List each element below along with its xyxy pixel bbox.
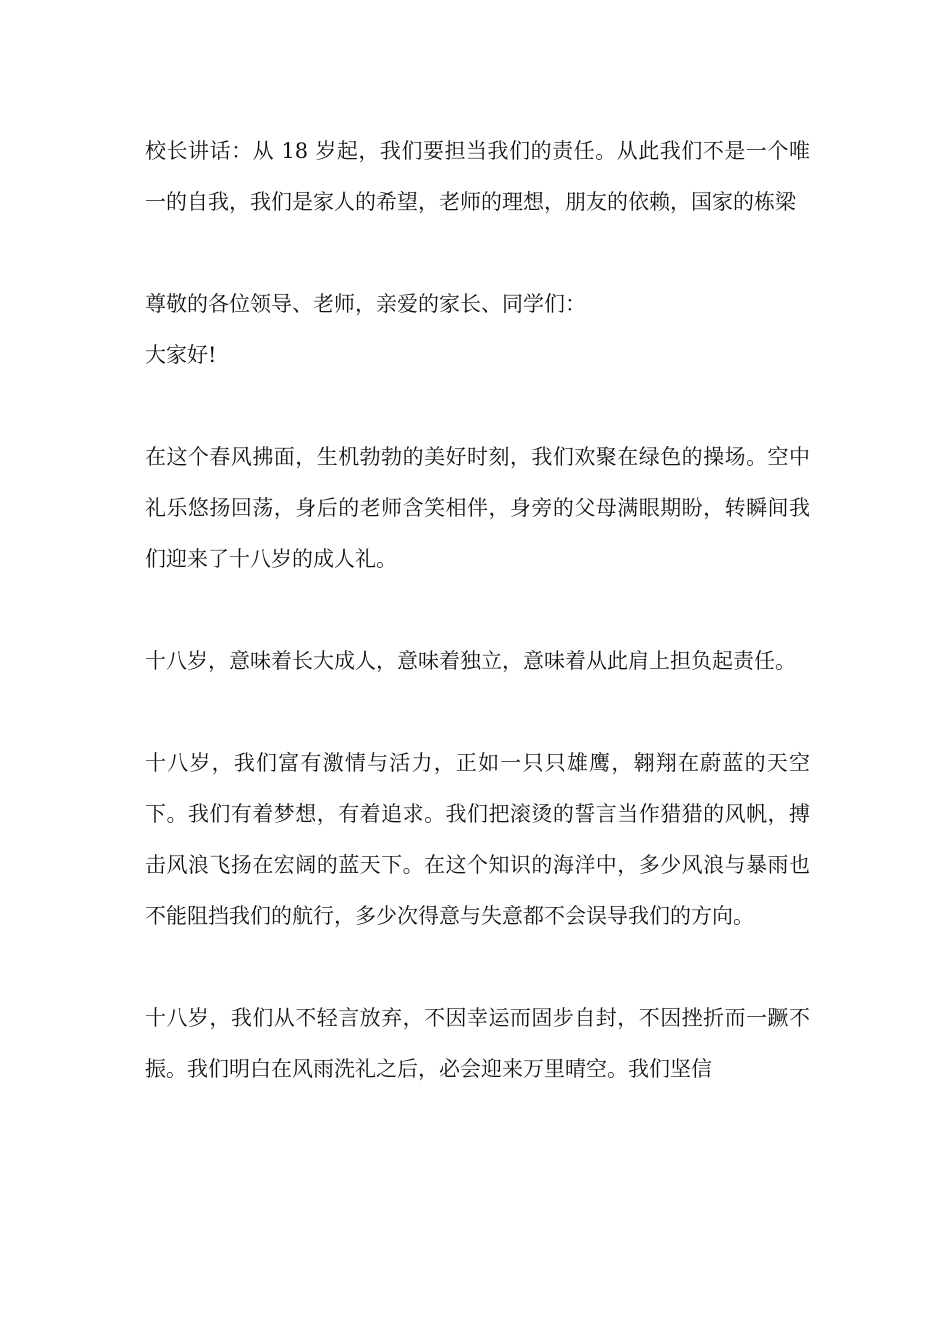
paragraph-salutation: 尊敬的各位领导、老师，亲爱的家长、同学们： [145,292,586,316]
paragraph-principal-speech: 校长讲话：从 18 岁起，我们要担当我们的责任。从此我们不是一个唯一的自我，我们是家人的希望，老师的理想，朋友的依赖，国家的栋梁 [145,139,810,214]
paragraph-eighteen-passion: 十八岁，我们富有激情与活力，正如一只只雄鹰，翱翔在蔚蓝的天空下。我们有着梦想，有着追求。我们把滚烫的誓言当作猎猎的风帆，搏击风浪飞扬在宏阔的蓝天下。在这个知识的海洋中，多少风浪与暴雨也不能阻挡我们的航行，多少次得意与失意都不会误导我们的方向。 [145,751,810,928]
paragraph-greeting: 大家好! [145,343,217,367]
paragraph-eighteen-perseverance: 十八岁，我们从不轻言放弃，不因幸运而固步自封，不因挫折而一蹶不振。我们明白在风雨洗礼之后，必会迎来万里晴空。我们坚信 [145,1006,810,1081]
paragraph-spring-ceremony: 在这个春风拂面，生机勃勃的美好时刻，我们欢聚在绿色的操场。空中礼乐悠扬回荡，身后的老师含笑相伴，身旁的父母满眼期盼，转瞬间我们迎来了十八岁的成人礼。 [145,445,810,571]
document-body [145,126,810,1095]
paragraph-eighteen-meaning: 十八岁，意味着长大成人，意味着独立，意味着从此肩上担负起责任。 [145,649,796,673]
